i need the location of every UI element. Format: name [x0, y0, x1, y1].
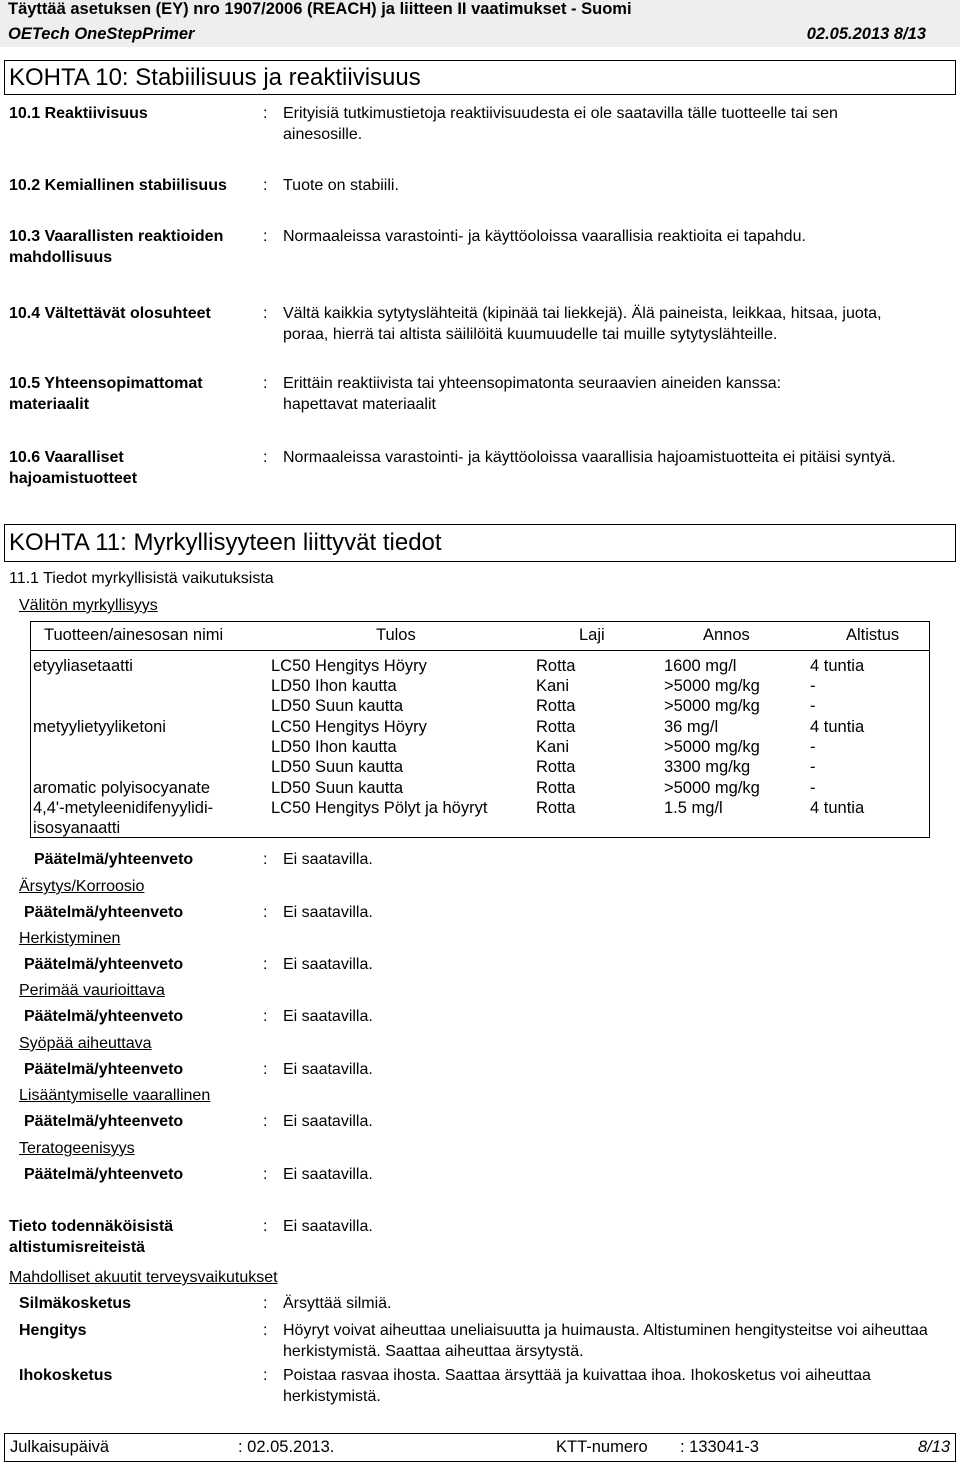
header-date-page: 02.05.2013 8/13: [806, 25, 926, 43]
conclusion-label: Päätelmä/yhteenveto: [24, 1061, 184, 1078]
publication-date-label: Julkaisupäivä: [10, 1438, 110, 1456]
decomposition-products-label-1: 10.6 Vaaralliset: [9, 449, 124, 466]
colon: :: [263, 1061, 268, 1078]
cell-species: Rotta: [536, 779, 576, 797]
hazardous-reactions-label-2: mahdollisuus: [9, 249, 113, 266]
eye-contact-label: Silmäkosketus: [19, 1295, 132, 1312]
category-heading-carcinogenicity: Syöpää aiheuttava: [19, 1035, 152, 1052]
colon: :: [263, 177, 268, 194]
hazardous-reactions-label-1: 10.3 Vaarallisten reaktioiden: [9, 228, 224, 245]
substance-name: etyyliasetaatti: [33, 657, 133, 675]
colon: :: [263, 375, 268, 392]
conclusion-value: Ei saatavilla.: [283, 1166, 373, 1183]
cell-dose: 1.5 mg/l: [664, 799, 723, 817]
incompatible-materials-label-2: materiaalit: [9, 396, 90, 413]
acute-effects-heading: Mahdolliset akuutit terveysvaikutukset: [9, 1269, 278, 1286]
cell-result: LC50 Hengitys Höyry: [271, 657, 427, 675]
cell-exposure: -: [810, 697, 816, 715]
col-header-species: Laji: [579, 626, 605, 644]
cell-result: LD50 Suun kautta: [271, 779, 404, 797]
cell-species: Rotta: [536, 799, 576, 817]
cell-result: LC50 Hengitys Pölyt ja höyryt: [271, 799, 488, 817]
eye-contact-value: Ärsyttää silmiä.: [283, 1295, 392, 1312]
conclusion-label: Päätelmä/yhteenveto: [24, 956, 184, 973]
colon: :: [263, 1113, 268, 1130]
cell-dose: 1600 mg/l: [664, 657, 737, 675]
cell-result: LC50 Hengitys Höyry: [271, 718, 427, 736]
cell-species: Rotta: [536, 758, 576, 776]
conclusion-label: Päätelmä/yhteenveto: [24, 904, 184, 921]
exposure-routes-value: Ei saatavilla.: [283, 1218, 373, 1235]
conclusion-value: Ei saatavilla.: [283, 956, 373, 973]
conclusion-value: Ei saatavilla.: [283, 1113, 373, 1130]
cell-exposure: 4 tuntia: [810, 657, 865, 675]
conclusion-label: Päätelmä/yhteenveto: [34, 851, 194, 868]
decomposition-products-value: Normaaleissa varastointi- ja käyttöoloissa vaarallisia hajoamistuotteita ei pitäisi syntyä.: [283, 449, 896, 466]
cell-exposure: 4 tuntia: [810, 718, 865, 736]
colon: :: [263, 1218, 268, 1235]
cell-dose: 36 mg/l: [664, 718, 719, 736]
cell-dose: >5000 mg/kg: [664, 779, 760, 797]
acute-toxicity-heading: Välitön myrkyllisyys: [19, 597, 158, 614]
category-heading-sensitisation: Herkistyminen: [19, 930, 121, 947]
inhalation-label: Hengitys: [19, 1322, 87, 1339]
category-heading-reproductive-toxicity: Lisääntymiselle vaarallinen: [19, 1087, 211, 1104]
cell-exposure: -: [810, 738, 816, 756]
col-header-result: Tulos: [376, 626, 416, 644]
col-header-exposure: Altistus: [846, 626, 900, 644]
cell-species: Rotta: [536, 718, 576, 736]
cell-species: Kani: [536, 677, 570, 695]
colon: :: [263, 956, 268, 973]
cell-exposure: 4 tuntia: [810, 799, 865, 817]
hazardous-reactions-value: Normaaleissa varastointi- ja käyttöoloissa vaarallisia reaktioita ei tapahdu.: [283, 228, 806, 245]
colon: :: [263, 1008, 268, 1025]
ktt-number-value: : 133041-3: [680, 1438, 759, 1456]
conditions-to-avoid-value: Vältä kaikkia sytytyslähteitä (kipinää tai liekkejä). Älä paineista, leikkaa, hitsaa, juota, poraa, hierrä tai altista säililöitä kuumuudelle tai muille sytytyslähteille.: [283, 305, 882, 343]
cell-species: Rotta: [536, 697, 576, 715]
category-heading-teratogenicity: Teratogeenisyys: [19, 1140, 135, 1157]
document-footer: [4, 1433, 956, 1462]
skin-contact-value: Poistaa rasvaa ihosta. Saattaa ärsyttää ja kuivattaa ihoa. Ihokosketus voi aiheuttaa herkistymistä.: [283, 1367, 871, 1405]
header-title: Täyttää asetuksen (EY) nro 1907/2006 (REACH) ja liitteen II vaatimukset - Suomi: [8, 0, 632, 18]
colon: :: [263, 1166, 268, 1183]
reactivity-value: Erityisiä tutkimustietoja reaktiivisuudesta ei ole saatavilla tälle tuotteelle tai sen ainesosille.: [283, 105, 838, 143]
cell-species: Rotta: [536, 657, 576, 675]
colon: :: [263, 1322, 268, 1339]
reactivity-label: 10.1 Reaktiivisuus: [9, 105, 148, 122]
conclusion-label: Päätelmä/yhteenveto: [24, 1113, 184, 1130]
conclusion-value: Ei saatavilla.: [283, 851, 373, 868]
cell-result: LD50 Ihon kautta: [271, 738, 397, 756]
cell-dose: 3300 mg/kg: [664, 758, 751, 776]
toxicology-subtitle: 11.1 Tiedot myrkyllisistä vaikutuksista: [9, 570, 274, 587]
substance-name: aromatic polyisocyanate: [33, 779, 211, 797]
substance-name: isosyanaatti: [33, 819, 121, 837]
section-10-title: KOHTA 10: Stabiilisuus ja reaktiivisuus: [9, 64, 421, 91]
conclusion-label: Päätelmä/yhteenveto: [24, 1166, 184, 1183]
cell-exposure: -: [810, 758, 816, 776]
section-11-title: KOHTA 11: Myrkyllisyyteen liittyvät tiedot: [9, 529, 442, 556]
publication-date-value: : 02.05.2013.: [238, 1438, 335, 1456]
colon: :: [263, 105, 268, 122]
cell-result: LD50 Suun kautta: [271, 758, 404, 776]
colon: :: [263, 1295, 268, 1312]
conclusion-value: Ei saatavilla.: [283, 1008, 373, 1025]
conclusion-label: Päätelmä/yhteenveto: [24, 1008, 184, 1025]
decomposition-products-label-2: hajoamistuotteet: [9, 470, 138, 487]
cell-dose: >5000 mg/kg: [664, 697, 760, 715]
substance-name: 4,4'-metyleenidifenyylidi-: [33, 799, 214, 817]
conclusion-value: Ei saatavilla.: [283, 1061, 373, 1078]
inhalation-value: Höyryt voivat aiheuttaa uneliaisuutta ja huimausta. Altistuminen hengitysteitse voi aiheuttaa herkistymistä. Saattaa aiheuttaa ärsytystä.: [283, 1322, 928, 1360]
exposure-routes-label-2: altistumisreiteistä: [9, 1239, 146, 1256]
cell-dose: >5000 mg/kg: [664, 677, 760, 695]
substance-name: metyylietyyliketoni: [33, 718, 166, 736]
colon: :: [263, 228, 268, 245]
exposure-routes-label-1: Tieto todennäköisistä: [9, 1218, 174, 1235]
cell-result: LD50 Suun kautta: [271, 697, 404, 715]
colon: :: [263, 851, 268, 868]
chemical-stability-label: 10.2 Kemiallinen stabiilisuus: [9, 177, 227, 194]
page-number: 8/13: [918, 1438, 951, 1456]
col-header-dose: Annos: [703, 626, 750, 644]
cell-exposure: -: [810, 677, 816, 695]
cell-exposure: -: [810, 779, 816, 797]
colon: :: [263, 1367, 268, 1384]
colon: :: [263, 305, 268, 322]
incompatible-materials-label-1: 10.5 Yhteensopimattomat: [9, 375, 203, 392]
conditions-to-avoid-label: 10.4 Vältettävät olosuhteet: [9, 305, 211, 322]
chemical-stability-value: Tuote on stabiili.: [283, 177, 399, 194]
ktt-number-label: KTT-numero: [556, 1438, 648, 1456]
category-heading-irritation: Ärsytys/Korroosio: [19, 878, 145, 895]
cell-result: LD50 Ihon kautta: [271, 677, 397, 695]
colon: :: [263, 449, 268, 466]
colon: :: [263, 904, 268, 921]
incompatible-materials-value: Erittäin reaktiivista tai yhteensopimatonta seuraavien aineiden kanssa: hapettavat materiaalit: [283, 375, 782, 413]
skin-contact-label: Ihokosketus: [19, 1367, 113, 1384]
col-header-name: Tuotteen/ainesosan nimi: [44, 626, 224, 644]
cell-dose: >5000 mg/kg: [664, 738, 760, 756]
header-product-name: OETech OneStepPrimer: [8, 25, 195, 43]
conclusion-value: Ei saatavilla.: [283, 904, 373, 921]
cell-species: Kani: [536, 738, 570, 756]
category-heading-mutagenicity: Perimää vaurioittava: [19, 982, 165, 999]
